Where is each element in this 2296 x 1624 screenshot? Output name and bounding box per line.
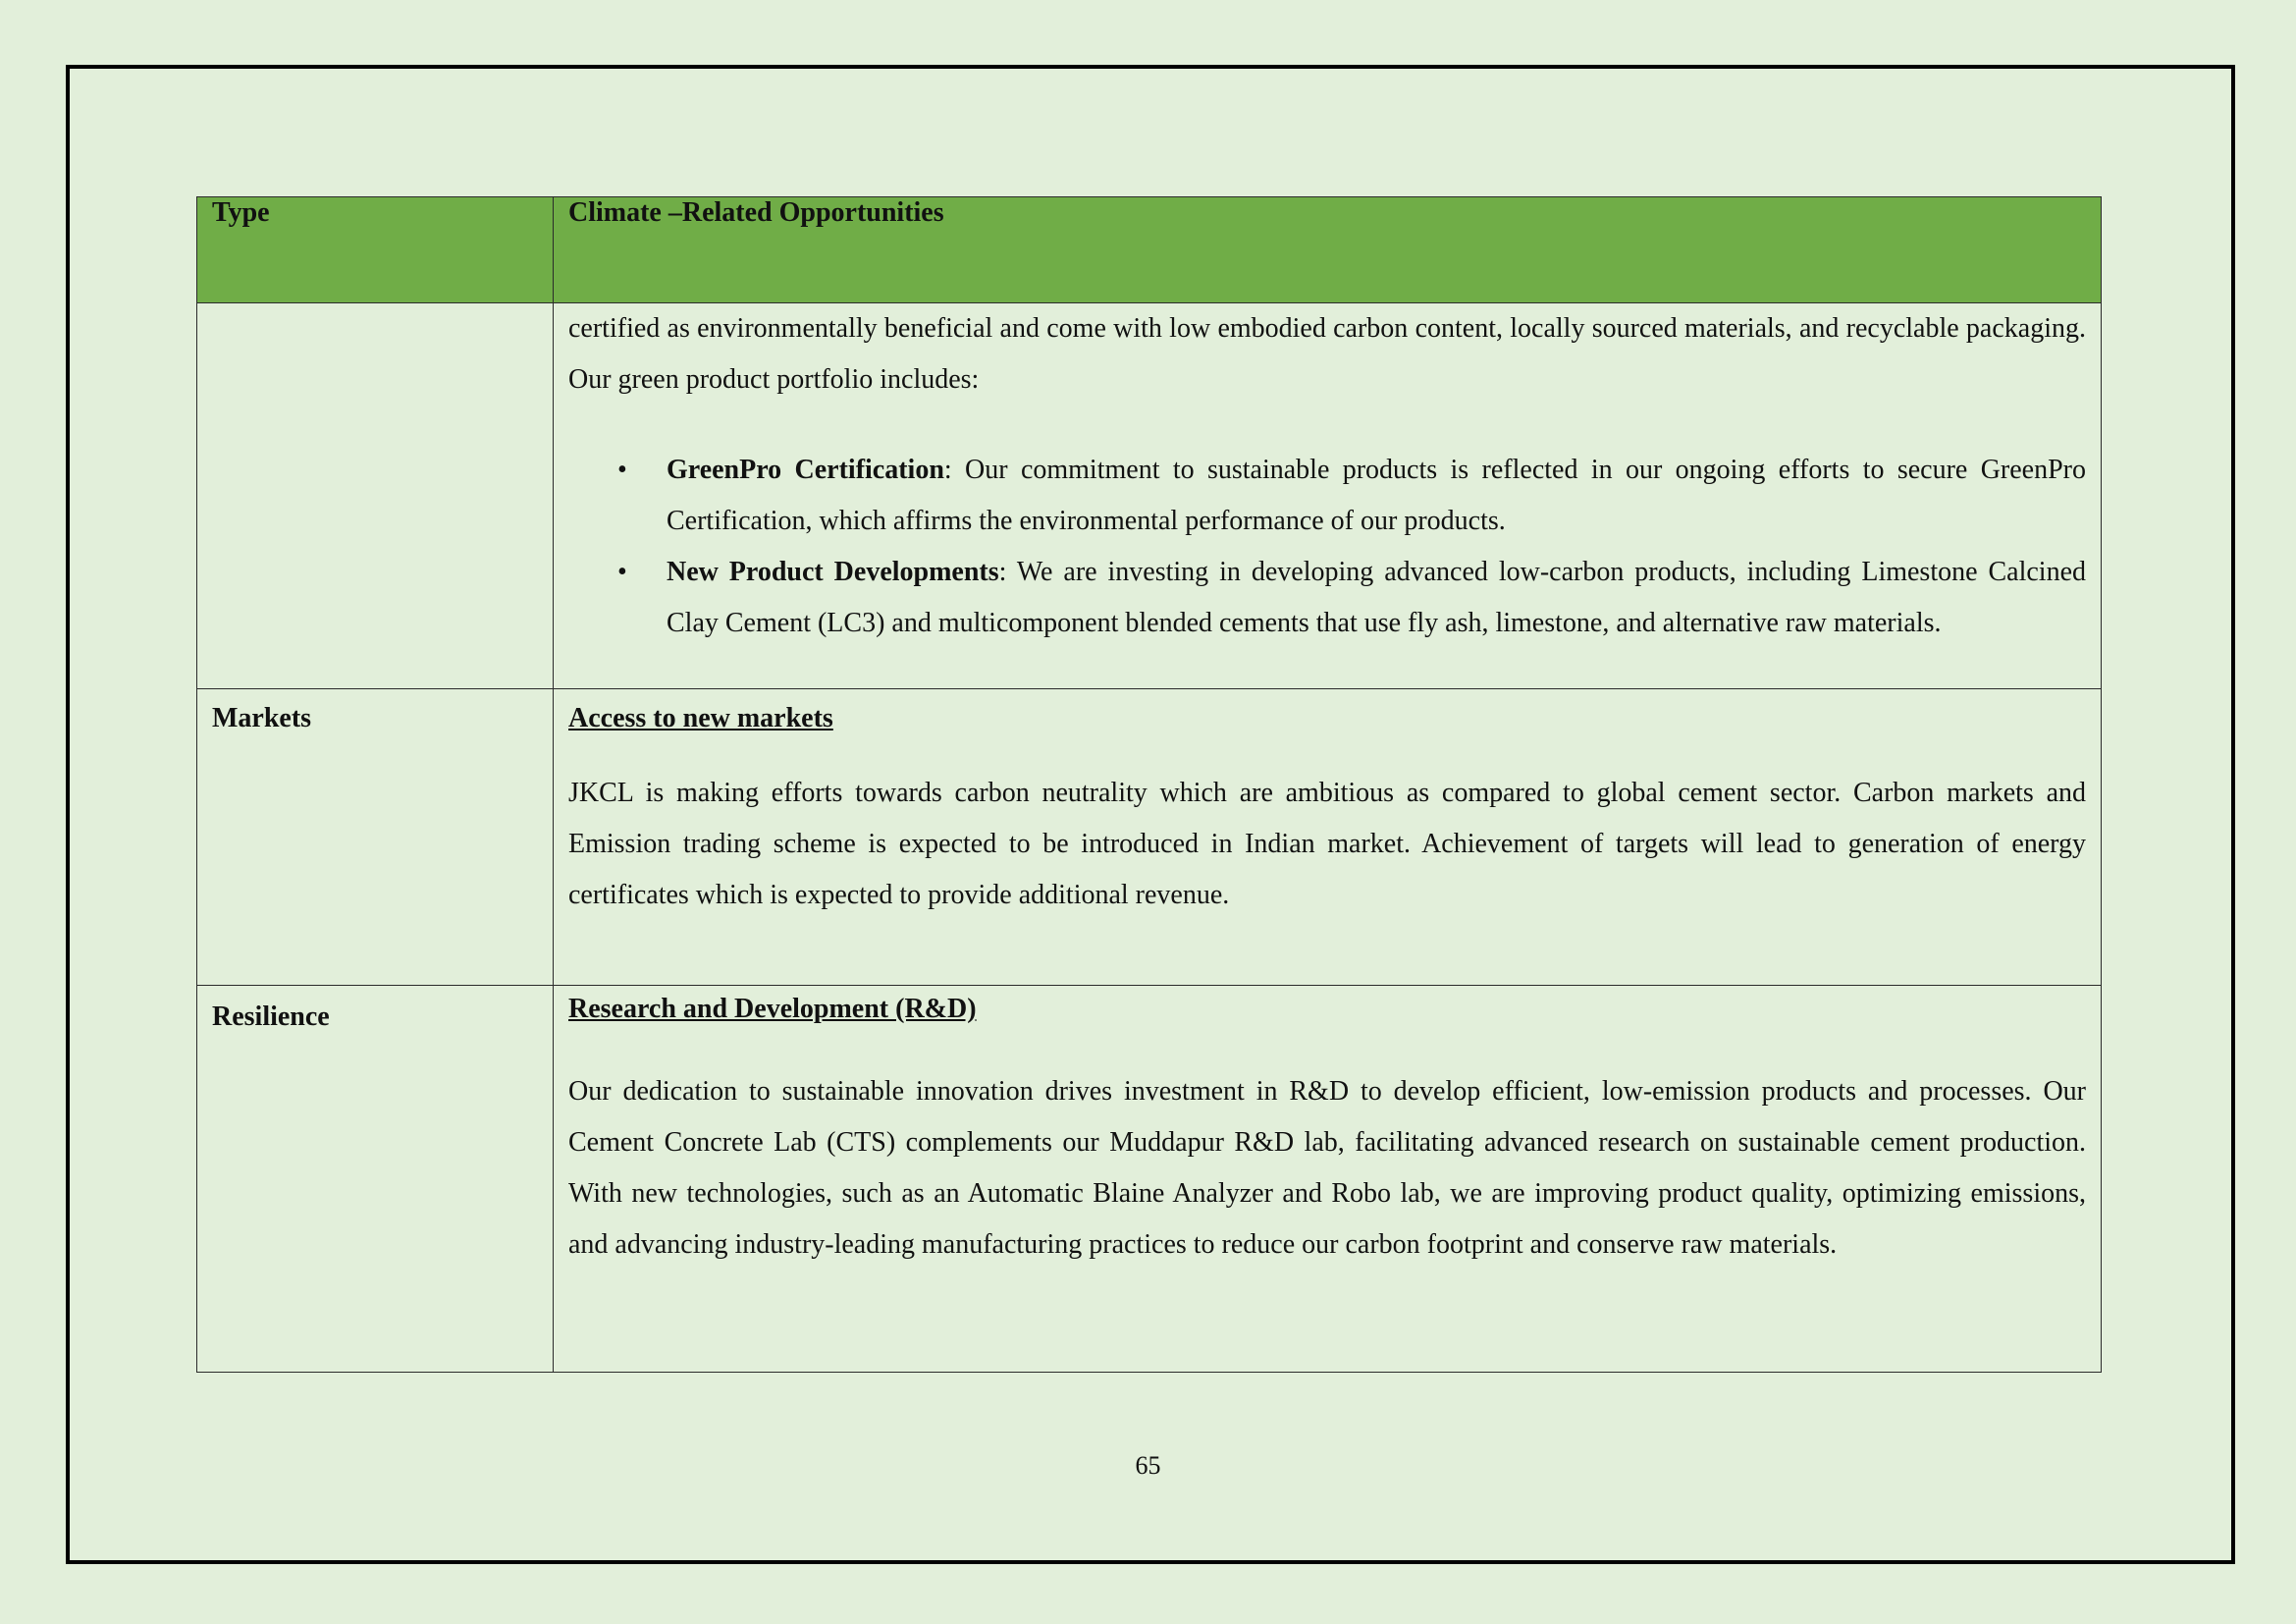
page-number: 65: [1135, 1451, 1161, 1480]
list-item: [617, 547, 2086, 649]
table-row-products: [197, 303, 2102, 689]
row-content-markets: [554, 689, 2102, 986]
table-row-resilience: [197, 986, 2102, 1373]
bullet-title: GreenPro Certification: [667, 455, 944, 485]
row-content-resilience: [554, 986, 2102, 1373]
row-type-products: [197, 303, 554, 689]
row-type-markets: Markets: [197, 689, 554, 986]
products-intro: certified as environmentally beneficial and come with low embodied carbon content, locally sourced materials, and recyclable packaging. Our green product portfolio includes:: [568, 313, 2086, 395]
bullet-title: New Product Developments: [667, 557, 999, 587]
markets-heading: Access to new markets: [568, 703, 833, 733]
bullet-icon: •: [617, 455, 627, 485]
climate-opportunities-table: [196, 196, 2102, 1373]
row-type-resilience: Resilience: [197, 986, 554, 1373]
table-row-markets: [197, 689, 2102, 986]
row-content-products: [554, 303, 2102, 689]
header-type: Type: [197, 197, 554, 303]
table-header-row: [197, 197, 2102, 303]
bullet-text: : We are investing in developing advanced low-carbon products, including Limestone Calcined Clay Cement (LC3) and multicomponent blended cements that use fly ash, limestone, and alternative raw materials.: [667, 557, 2086, 638]
products-bullet-list: [568, 445, 2086, 649]
bullet-text: : Our commitment to sustainable products is reflected in our ongoing efforts to secure GreenPro Certification, which affirms the environmental performance of our products.: [667, 455, 2086, 536]
header-opportunities: Climate –Related Opportunities: [554, 197, 2102, 303]
resilience-text: Our dedication to sustainable innovation drives investment in R&D to develop efficient, low-emission products and processes. Our Cement Concrete Lab (CTS) complements our Muddapur R&D lab, facilitating advanced research on sustainable cement production. With new technologies, such as an Automatic Blaine Analyzer and Robo lab, we are improving product quality, optimizing emissions, and advancing industry-leading manufacturing practices to reduce our carbon footprint and conserve raw materials.: [568, 1076, 2086, 1260]
list-item: [617, 445, 2086, 547]
resilience-heading: Research and Development (R&D): [568, 994, 977, 1024]
markets-text: JKCL is making efforts towards carbon neutrality which are ambitious as compared to global cement sector. Carbon markets and Emission trading scheme is expected to be introduced in Indian market. Achievement of targets will lead to generation of energy certificates which is expected to provide additional revenue.: [568, 778, 2086, 910]
bullet-icon: •: [617, 557, 627, 587]
